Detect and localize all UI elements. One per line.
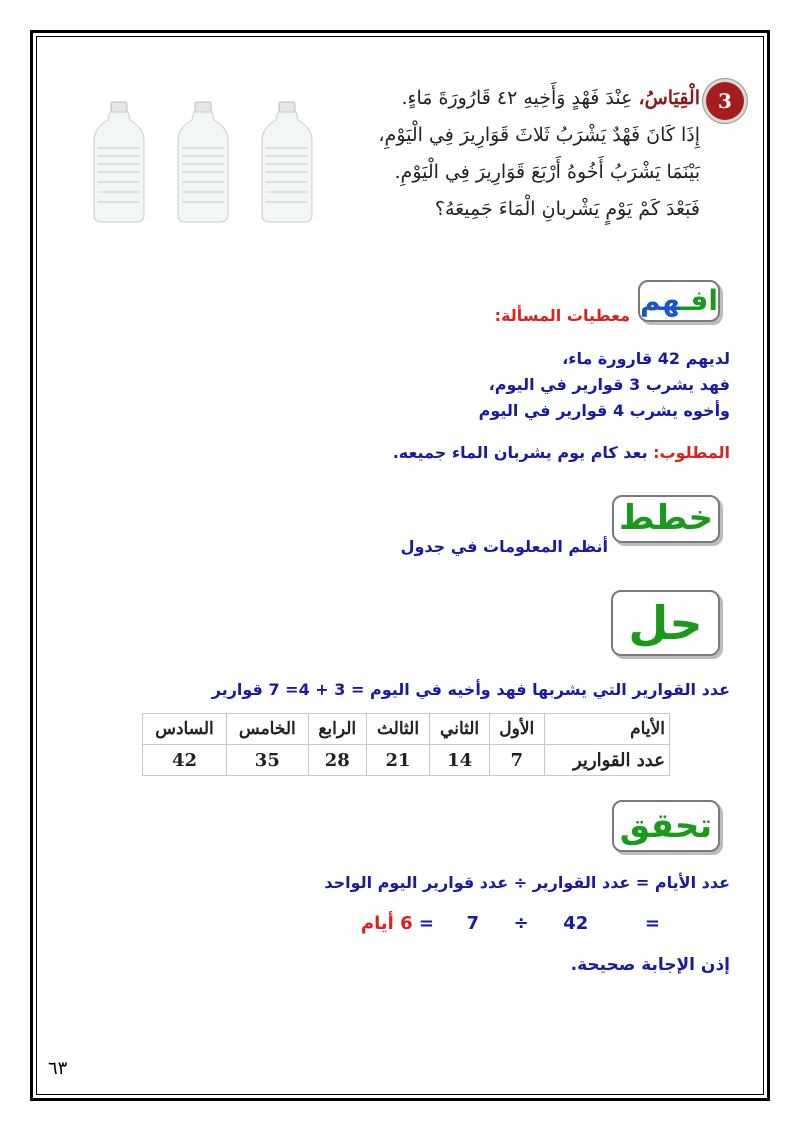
water-bottle-image bbox=[172, 100, 234, 225]
table-cell-day: السادس bbox=[143, 714, 227, 745]
eq-number-7: 7 bbox=[466, 913, 480, 934]
table-row-header: عدد القوارير bbox=[544, 745, 669, 776]
table-cell-value: 7 bbox=[489, 745, 544, 776]
plan-badge: خطط bbox=[612, 495, 720, 543]
given-item: وأخوه يشرب 4 قوارير في اليوم bbox=[478, 401, 730, 420]
plan-text: أنظم المعلومات في جدول bbox=[400, 537, 608, 556]
problem-line-3: بَيْنَمَا يَشْرَبُ أَخُوهُ أَرْبَعَ قَوَارِيرَ فِي الْيَوْمِ. bbox=[394, 161, 700, 184]
water-bottle-image bbox=[256, 100, 318, 225]
understand-badge bbox=[638, 280, 720, 322]
required-text: بعد كام يوم يشربان الماء جميعه. bbox=[392, 443, 654, 462]
table-row bbox=[143, 714, 670, 745]
understand-badge-part1: افـ bbox=[680, 284, 718, 317]
solve-badge: حل bbox=[611, 590, 720, 656]
given-item: لديهم 42 قارورة ماء، bbox=[562, 349, 730, 368]
table-row-header: الأيام bbox=[544, 714, 669, 745]
givens-list bbox=[479, 346, 730, 424]
table-cell-value: 14 bbox=[430, 745, 490, 776]
table-cell-value: 35 bbox=[226, 745, 308, 776]
required-label: المطلوب: bbox=[653, 443, 730, 462]
table-cell-day: الثالث bbox=[366, 714, 429, 745]
table-cell-day: الخامس bbox=[226, 714, 308, 745]
table-cell-day: الأول bbox=[489, 714, 544, 745]
eq-equals-2: = bbox=[418, 913, 434, 934]
table-cell-day: الثاني bbox=[430, 714, 490, 745]
table-cell-value: 28 bbox=[308, 745, 366, 776]
required-line bbox=[393, 443, 730, 462]
eq-equals-1: = bbox=[644, 913, 660, 934]
water-bottle-image bbox=[88, 100, 150, 225]
eq-divide: ÷ bbox=[513, 913, 529, 934]
days-table bbox=[142, 713, 670, 776]
understand-badge-part2: هم bbox=[640, 284, 681, 317]
daily-total-calculation: عدد القوارير التي يشربها فهد وأخيه في اليوم = 3 + 4= 7 قوارير bbox=[211, 680, 730, 699]
givens-title: معطيات المسألة: bbox=[494, 306, 630, 325]
verify-equation bbox=[361, 913, 660, 934]
table-cell-value: 21 bbox=[366, 745, 429, 776]
table-row bbox=[143, 745, 670, 776]
problem-line-4: فَبَعْدَ كَمْ يَوْمٍ يَشْربانِ الْمَاءَ جَمِيعَهُ؟ bbox=[434, 198, 700, 221]
given-item: فهد يشرب 3 قوارير في اليوم، bbox=[488, 375, 730, 394]
problem-text bbox=[280, 80, 700, 228]
problem-line-1 bbox=[280, 80, 700, 117]
water-bottles-illustration bbox=[88, 100, 318, 225]
page-number: ٦٣ bbox=[48, 1058, 68, 1079]
problem-number-badge: 3 bbox=[706, 82, 744, 120]
eq-number-42: 42 bbox=[563, 913, 589, 934]
verify-answer: إذن الإجابة صحيحة. bbox=[570, 955, 730, 975]
problem-line-2: إِذَا كَانَ فَهْدٌ يَشْرَبُ ثَلاثَ قَوَارِيرَ فِي الْيَوْمِ، bbox=[378, 124, 700, 147]
eq-result: 6 أيام bbox=[360, 913, 413, 934]
table-cell-value: 42 bbox=[143, 745, 227, 776]
table-cell-day: الرابع bbox=[308, 714, 366, 745]
problem-line-1-text: عِنْدَ فَهْدٍ وَأَخِيهِ ٤٢ قَارُورَةَ مَاءٍ. bbox=[401, 87, 633, 109]
verify-rule: عدد الأيام = عدد القوارير ÷ عدد قوارير اليوم الواحد bbox=[324, 873, 730, 892]
verify-badge: تحقق bbox=[612, 800, 720, 852]
problem-title: الْقِيَاسُ، bbox=[638, 87, 700, 109]
